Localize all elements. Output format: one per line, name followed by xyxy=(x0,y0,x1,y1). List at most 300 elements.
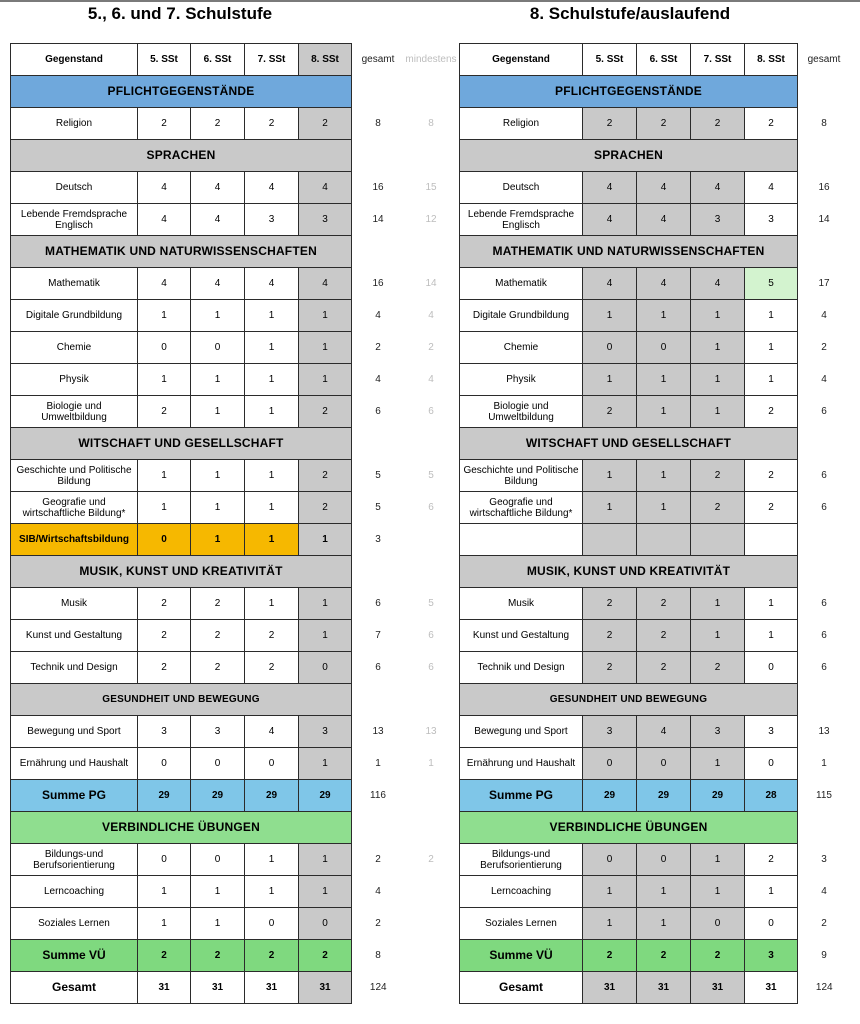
minimum-cell xyxy=(405,908,458,940)
table-row xyxy=(460,716,851,748)
total-cell: 124 xyxy=(369,982,387,993)
subject-line: Geografie und xyxy=(489,496,553,508)
value-cell: 2 xyxy=(745,492,798,524)
value-cell: 1 xyxy=(583,908,637,940)
value-cell: 2 xyxy=(191,588,245,620)
total-cell: 4 xyxy=(821,374,827,385)
subject-line: Ernährung und Haushalt xyxy=(19,758,129,769)
value-cell: 4 xyxy=(191,204,245,236)
subject-line: Musik xyxy=(60,598,88,609)
value-cell: 1 xyxy=(245,876,299,908)
subject-line: Lebende Fremdsprache xyxy=(467,208,575,220)
subject-cell xyxy=(11,108,138,140)
value-cell: 3 xyxy=(691,204,745,236)
subject-cell xyxy=(460,620,583,652)
header-year: 6. SSt xyxy=(191,44,245,76)
value-cell: 2 xyxy=(299,460,352,492)
value-cell: 1 xyxy=(637,492,691,524)
table-row xyxy=(460,332,851,364)
subject-line: Bildungs-und xyxy=(491,848,551,860)
value-cell: 2 xyxy=(138,652,191,684)
value-cell: 0 xyxy=(299,908,352,940)
sum-value: 29 xyxy=(637,780,691,812)
section-row xyxy=(11,556,458,588)
header-year: 5. SSt xyxy=(583,44,637,76)
subject-cell xyxy=(460,652,583,684)
section-heading: SPRACHEN xyxy=(11,140,352,172)
table-row xyxy=(11,108,458,140)
value-cell: 0 xyxy=(138,844,191,876)
subject-cell xyxy=(460,364,583,396)
subject-line: SIB/Wirtschaftsbildung xyxy=(19,534,129,545)
total-cell: 8 xyxy=(821,118,827,129)
value-cell: 1 xyxy=(583,492,637,524)
subject-cell xyxy=(460,204,583,236)
subject-line: Technik und Design xyxy=(30,662,118,673)
value-cell: 4 xyxy=(191,172,245,204)
table-row xyxy=(460,364,851,396)
value-cell: 4 xyxy=(637,204,691,236)
table-row xyxy=(11,492,458,524)
empty-cell xyxy=(405,236,458,268)
subject-line: Umweltbildung xyxy=(488,411,554,423)
value-cell: 2 xyxy=(691,492,745,524)
total-cell: 5 xyxy=(375,470,381,481)
minimum-cell xyxy=(405,940,458,972)
section-heading: GESUNDHEIT UND BEWEGUNG xyxy=(11,684,352,716)
subject-cell xyxy=(11,652,138,684)
header-subject: Gegenstand xyxy=(460,44,583,76)
header-year: 8. SSt xyxy=(299,44,352,76)
section-heading: VERBINDLICHE ÜBUNGEN xyxy=(11,812,352,844)
value-cell: 2 xyxy=(583,620,637,652)
section-heading: GESUNDHEIT UND BEWEGUNG xyxy=(460,684,798,716)
header-subject: Gegenstand xyxy=(11,44,138,76)
subject-cell xyxy=(460,460,583,492)
value-cell: 1 xyxy=(191,460,245,492)
value-cell: 1 xyxy=(191,876,245,908)
empty-cell xyxy=(405,812,458,844)
value-cell: 1 xyxy=(691,300,745,332)
minimum-cell: 5 xyxy=(428,598,434,609)
total-cell: 14 xyxy=(372,214,384,225)
minimum-cell: 14 xyxy=(425,278,437,289)
value-cell: 1 xyxy=(138,460,191,492)
total-cell: 4 xyxy=(821,310,827,321)
header-year: 8. SSt xyxy=(745,44,798,76)
empty-cell xyxy=(798,556,851,588)
value-cell: 1 xyxy=(245,524,299,556)
minimum-cell xyxy=(405,972,458,1004)
sum-value: 2 xyxy=(583,940,637,972)
value-cell: 1 xyxy=(691,844,745,876)
table-row xyxy=(11,876,458,908)
section-row xyxy=(11,812,458,844)
value-cell: 1 xyxy=(299,364,352,396)
sum-value: 2 xyxy=(138,940,191,972)
value-cell: 0 xyxy=(637,844,691,876)
value-cell: 3 xyxy=(691,716,745,748)
value-cell: 4 xyxy=(583,172,637,204)
subject-line: Religion xyxy=(55,118,93,129)
value-cell: 2 xyxy=(138,588,191,620)
value-cell: 1 xyxy=(245,332,299,364)
value-cell: 1 xyxy=(138,492,191,524)
subject-cell xyxy=(460,172,583,204)
value-cell: 2 xyxy=(583,396,637,428)
subject-line: wirtschaftliche Bildung* xyxy=(22,507,126,519)
table-row xyxy=(11,172,458,204)
subject-cell xyxy=(11,876,138,908)
value-cell: 2 xyxy=(299,396,352,428)
value-cell: 0 xyxy=(745,652,798,684)
value-cell xyxy=(691,524,745,556)
table-row xyxy=(460,492,851,524)
value-cell: 1 xyxy=(245,588,299,620)
value-cell: 4 xyxy=(583,204,637,236)
value-cell: 2 xyxy=(745,844,798,876)
subject-line: Bildungs-und xyxy=(44,848,104,860)
subject-cell xyxy=(11,332,138,364)
subject-cell xyxy=(11,364,138,396)
total-cell: 124 xyxy=(815,982,833,993)
empty-cell xyxy=(352,140,405,172)
total-cell: 16 xyxy=(372,182,384,193)
header-year: 5. SSt xyxy=(138,44,191,76)
subject-cell xyxy=(11,460,138,492)
total-cell: 16 xyxy=(372,278,384,289)
sum-value: 2 xyxy=(691,940,745,972)
minimum-cell: 6 xyxy=(428,630,434,641)
value-cell: 1 xyxy=(637,908,691,940)
total-cell: 116 xyxy=(370,790,386,801)
sum-value: 3 xyxy=(745,940,798,972)
total-cell: 13 xyxy=(818,726,830,737)
subject-line: Digitale Grundbildung xyxy=(472,310,570,321)
value-cell: 1 xyxy=(583,364,637,396)
total-cell: 8 xyxy=(375,118,381,129)
sum-row xyxy=(460,940,851,972)
value-cell: 2 xyxy=(138,396,191,428)
value-cell xyxy=(745,524,798,556)
value-cell: 1 xyxy=(691,332,745,364)
subject-line: Lerncoaching xyxy=(490,886,552,897)
table-row xyxy=(460,588,851,620)
value-cell: 1 xyxy=(299,332,352,364)
total-cell: 6 xyxy=(821,406,827,417)
subject-cell xyxy=(460,108,583,140)
value-cell: 0 xyxy=(637,748,691,780)
value-cell: 1 xyxy=(637,876,691,908)
total-cell: 6 xyxy=(821,502,827,513)
total-cell: 8 xyxy=(375,950,381,961)
total-cell: 6 xyxy=(821,630,827,641)
total-cell: 2 xyxy=(375,854,381,865)
minimum-cell xyxy=(405,780,458,812)
subject-line: Deutsch xyxy=(55,182,93,193)
header-year: 6. SSt xyxy=(637,44,691,76)
subject-line: Lebende Fremdsprache xyxy=(20,208,128,220)
subject-line: Berufsorientierung xyxy=(480,859,562,871)
table-row xyxy=(460,908,851,940)
value-cell: 4 xyxy=(299,172,352,204)
total-cell: 17 xyxy=(818,278,830,289)
subject-line: Bewegung und Sport xyxy=(27,726,121,737)
value-cell xyxy=(583,524,637,556)
value-cell: 2 xyxy=(299,108,352,140)
subject-cell xyxy=(11,524,138,556)
value-cell: 2 xyxy=(745,460,798,492)
value-cell: 3 xyxy=(138,716,191,748)
value-cell: 1 xyxy=(691,588,745,620)
table-row xyxy=(460,876,851,908)
value-cell: 1 xyxy=(191,908,245,940)
value-cell: 1 xyxy=(245,844,299,876)
table-row xyxy=(460,172,851,204)
total-cell: 13 xyxy=(372,726,384,737)
total-value: 31 xyxy=(583,972,637,1004)
sum-value: 29 xyxy=(191,780,245,812)
value-cell: 2 xyxy=(191,620,245,652)
timetable-grade-8 xyxy=(459,43,851,1004)
value-cell: 0 xyxy=(637,332,691,364)
minimum-cell: 2 xyxy=(428,342,434,353)
value-cell: 1 xyxy=(245,396,299,428)
table-row xyxy=(11,908,458,940)
minimum-cell: 8 xyxy=(428,118,434,129)
sum-row xyxy=(460,780,851,812)
value-cell: 0 xyxy=(583,332,637,364)
subject-line: Mathematik xyxy=(495,278,547,289)
value-cell: 2 xyxy=(245,108,299,140)
value-cell: 2 xyxy=(745,108,798,140)
total-cell: 2 xyxy=(375,918,381,929)
value-cell: 1 xyxy=(637,300,691,332)
subject-line: Deutsch xyxy=(502,182,540,193)
subject-cell xyxy=(460,908,583,940)
table-row xyxy=(11,844,458,876)
value-cell: 1 xyxy=(745,588,798,620)
section-heading: PFLICHTGEGENSTÄNDE xyxy=(11,76,352,108)
empty-cell xyxy=(798,812,851,844)
subject-cell xyxy=(11,396,138,428)
subject-cell xyxy=(460,332,583,364)
table-row xyxy=(460,460,851,492)
subject-line: Umweltbildung xyxy=(41,411,107,423)
subject-line: Lerncoaching xyxy=(43,886,105,897)
total-label: Gesamt xyxy=(11,972,138,1004)
value-cell: 0 xyxy=(191,748,245,780)
table-row xyxy=(11,748,458,780)
subject-cell xyxy=(11,492,138,524)
value-cell: 2 xyxy=(191,652,245,684)
minimum-cell: 4 xyxy=(428,310,434,321)
minimum-cell: 6 xyxy=(428,406,434,417)
value-cell: 2 xyxy=(691,652,745,684)
table-row xyxy=(11,524,458,556)
value-cell: 1 xyxy=(637,364,691,396)
sum-label: Summe VÜ xyxy=(460,940,583,972)
table-row xyxy=(11,268,458,300)
total-cell: 1 xyxy=(821,758,827,769)
empty-cell xyxy=(405,428,458,460)
sum-value: 28 xyxy=(745,780,798,812)
total-cell: 6 xyxy=(821,662,827,673)
value-cell: 0 xyxy=(245,908,299,940)
value-cell: 1 xyxy=(745,876,798,908)
subject-line: Kunst und Gestaltung xyxy=(472,630,570,641)
value-cell: 1 xyxy=(299,876,352,908)
value-cell: 2 xyxy=(691,108,745,140)
value-cell: 1 xyxy=(299,300,352,332)
subject-cell xyxy=(11,620,138,652)
value-cell: 4 xyxy=(245,172,299,204)
table-row xyxy=(11,300,458,332)
subject-line: Technik und Design xyxy=(477,662,565,673)
minimum-cell: 2 xyxy=(428,854,434,865)
sum-value: 2 xyxy=(191,940,245,972)
value-cell: 0 xyxy=(745,748,798,780)
table-row xyxy=(460,300,851,332)
subject-cell xyxy=(11,844,138,876)
section-heading: MUSIK, KUNST UND KREATIVITÄT xyxy=(460,556,798,588)
table-row xyxy=(11,204,458,236)
empty-cell xyxy=(405,76,458,108)
value-cell: 1 xyxy=(245,300,299,332)
value-cell: 3 xyxy=(745,204,798,236)
value-cell: 1 xyxy=(583,876,637,908)
subject-cell xyxy=(11,748,138,780)
subject-line: Chemie xyxy=(503,342,539,353)
sum-value: 29 xyxy=(299,780,352,812)
total-value: 31 xyxy=(191,972,245,1004)
value-cell: 1 xyxy=(745,364,798,396)
sum-value: 29 xyxy=(583,780,637,812)
table-row xyxy=(11,364,458,396)
section-row xyxy=(460,76,851,108)
minimum-cell xyxy=(405,524,458,556)
table-row xyxy=(11,620,458,652)
value-cell: 1 xyxy=(138,876,191,908)
value-cell: 0 xyxy=(138,524,191,556)
sum-value: 2 xyxy=(245,940,299,972)
total-label: Gesamt xyxy=(460,972,583,1004)
minimum-cell: 12 xyxy=(425,214,437,225)
value-cell: 2 xyxy=(637,588,691,620)
total-cell: 9 xyxy=(821,950,827,961)
value-cell: 2 xyxy=(138,108,191,140)
right-table-title: 8. Schulstufe/auslaufend xyxy=(529,4,731,23)
value-cell: 0 xyxy=(299,652,352,684)
table-row xyxy=(460,652,851,684)
subject-line: Chemie xyxy=(56,342,92,353)
subject-line: Bildung xyxy=(57,475,91,487)
total-cell: 6 xyxy=(821,598,827,609)
table-row xyxy=(11,460,458,492)
subject-line: wirtschaftliche Bildung* xyxy=(469,507,573,519)
subject-cell xyxy=(460,524,583,556)
total-cell: 1 xyxy=(375,758,381,769)
subject-line: Soziales Lernen xyxy=(485,918,557,929)
total-cell: 3 xyxy=(821,854,827,865)
subject-cell xyxy=(460,396,583,428)
value-cell: 1 xyxy=(138,300,191,332)
value-cell: 2 xyxy=(583,652,637,684)
section-row xyxy=(460,812,851,844)
sum-value: 29 xyxy=(138,780,191,812)
sum-value: 29 xyxy=(691,780,745,812)
value-cell: 4 xyxy=(138,172,191,204)
value-cell: 2 xyxy=(138,620,191,652)
section-heading: WITSCHAFT UND GESELLSCHAFT xyxy=(460,428,798,460)
sum-label: Summe PG xyxy=(460,780,583,812)
value-cell: 1 xyxy=(745,620,798,652)
total-value: 31 xyxy=(245,972,299,1004)
value-cell: 2 xyxy=(637,620,691,652)
section-row xyxy=(460,556,851,588)
value-cell: 1 xyxy=(637,396,691,428)
empty-cell xyxy=(352,236,405,268)
value-cell: 2 xyxy=(299,492,352,524)
total-cell: 7 xyxy=(375,630,381,641)
total-cell: 16 xyxy=(818,182,830,193)
empty-cell xyxy=(798,236,851,268)
table-row xyxy=(460,844,851,876)
value-cell: 1 xyxy=(191,364,245,396)
empty-cell xyxy=(352,812,405,844)
value-cell: 1 xyxy=(191,492,245,524)
empty-cell xyxy=(798,76,851,108)
total-cell: 2 xyxy=(375,342,381,353)
subject-line: Musik xyxy=(507,598,535,609)
subject-line: Religion xyxy=(502,118,540,129)
subject-line: Digitale Grundbildung xyxy=(25,310,123,321)
subject-line: Ernährung und Haushalt xyxy=(466,758,576,769)
value-cell: 1 xyxy=(745,300,798,332)
value-cell: 1 xyxy=(691,748,745,780)
section-row xyxy=(11,684,458,716)
subject-cell xyxy=(11,716,138,748)
minimum-cell: 13 xyxy=(425,726,437,737)
table-row xyxy=(460,748,851,780)
total-cell: 4 xyxy=(821,886,827,897)
value-cell: 3 xyxy=(191,716,245,748)
section-heading: MUSIK, KUNST UND KREATIVITÄT xyxy=(11,556,352,588)
section-row xyxy=(11,76,458,108)
table-row xyxy=(11,332,458,364)
subject-line: Physik xyxy=(59,374,89,385)
value-cell: 0 xyxy=(583,844,637,876)
minimum-cell: 15 xyxy=(425,182,437,193)
subject-cell xyxy=(460,748,583,780)
subject-line: Berufsorientierung xyxy=(33,859,115,871)
value-cell: 3 xyxy=(299,204,352,236)
empty-cell xyxy=(352,684,405,716)
header-row xyxy=(460,44,851,76)
value-cell: 4 xyxy=(691,268,745,300)
section-row xyxy=(11,428,458,460)
subject-line: Bewegung und Sport xyxy=(474,726,568,737)
sum-label: Summe PG xyxy=(11,780,138,812)
value-cell: 0 xyxy=(191,332,245,364)
minimum-cell: 6 xyxy=(428,502,434,513)
value-cell: 4 xyxy=(138,268,191,300)
empty-cell xyxy=(798,684,851,716)
empty-cell xyxy=(352,556,405,588)
subject-cell xyxy=(11,268,138,300)
value-cell: 3 xyxy=(245,204,299,236)
total-value: 31 xyxy=(299,972,352,1004)
